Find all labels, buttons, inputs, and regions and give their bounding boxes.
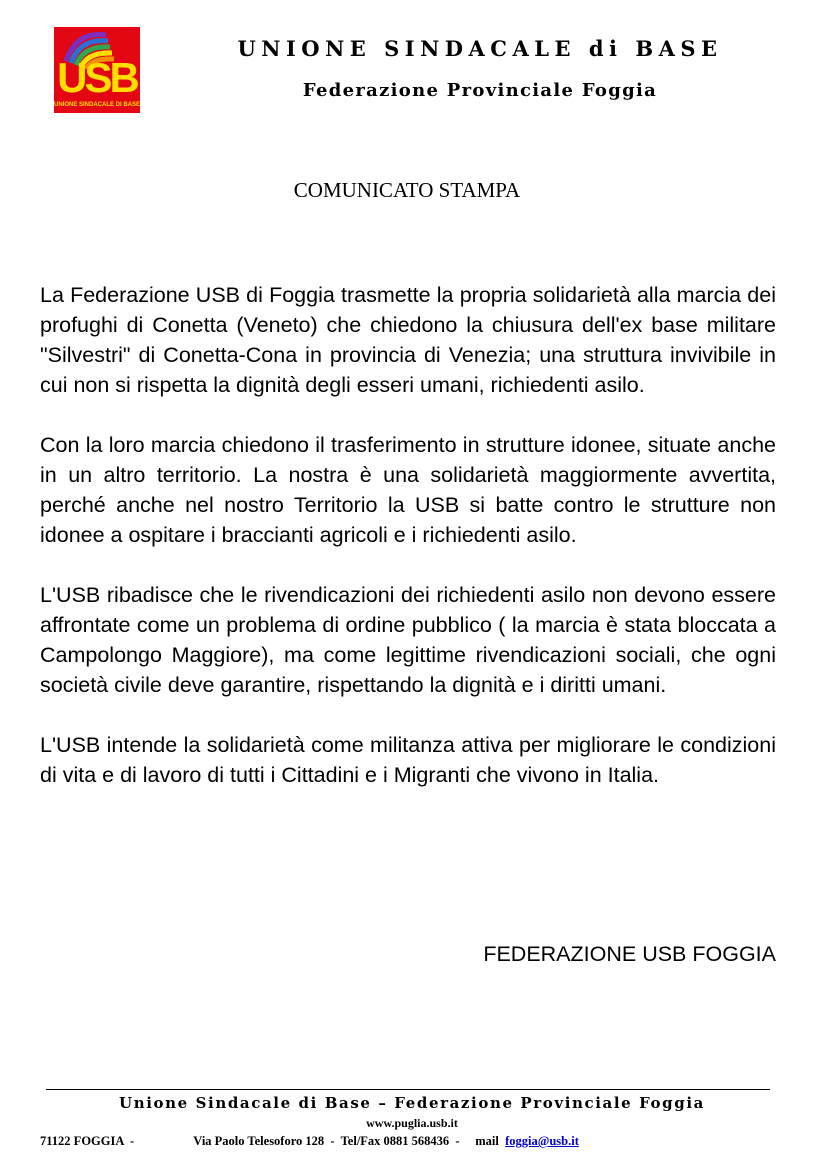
paragraph-4: L'USB intende la solidarietà come militanza attiva per migliorare le condizioni di vita e di lavoro di tutti i Cittadini e i Migranti che vivono in Italia. [40, 733, 776, 787]
org-name: UNIONE SINDACALE di BASE [237, 36, 723, 61]
document-body [40, 280, 776, 820]
document-title: COMUNICATO STAMPA [293, 178, 521, 202]
footer-address: Via Paolo Telesoforo 128 - Tel/Fax 0881 568436 - [193, 1134, 460, 1148]
footer-email-link[interactable]: foggia@usb.it [505, 1134, 579, 1148]
footer-mail-label: mail [475, 1134, 499, 1148]
paragraph-1: La Federazione USB di Foggia trasmette la propria solidarietà alla marcia dei profughi di Conetta (Veneto) che chiedono la chiusura dell'ex base militare "Silvestri" di Conetta-Cona in provincia di Venezia; una struttura invivibile in cui non si rispetta la dignità degli esseri umani, richiedenti asilo. [40, 283, 776, 397]
usb-logo [54, 27, 140, 113]
footer-website[interactable]: www.puglia.usb.it [366, 1116, 458, 1130]
footer-title: Unione Sindacale di Base – Federazione Provinciale Foggia [119, 1094, 705, 1112]
footer-divider [46, 1089, 770, 1090]
logo-subtext: UNIONE SINDACALE DI BASE [54, 102, 140, 108]
signature: FEDERAZIONE USB FOGGIA [483, 942, 776, 966]
paragraph-3: L'USB ribadisce che le rivendicazioni dei richiedenti asilo non devono essere affrontate come un problema di ordine pubblico ( la marcia è stata bloccata a Campolongo Maggiore), ma come legittime rivendicazioni sociali, che ogni società civile deve garantire, rispettando la dignità e i diritti umani. [40, 583, 776, 697]
footer-address-line [40, 1133, 800, 1149]
logo-text: USB [57, 54, 137, 101]
paragraph-2: Con la loro marcia chiedono il trasferimento in strutture idonee, situate anche in un altro territorio. La nostra è una solidarietà maggiormente avvertita, perché anche nel nostro Territorio la USB si batte contro le strutture non idonee a ospitare i braccianti agricoli e i richiedenti asilo. [40, 433, 776, 547]
federation-name: Federazione Provinciale Foggia [302, 80, 658, 101]
footer-city: 71122 FOGGIA - [40, 1134, 135, 1148]
